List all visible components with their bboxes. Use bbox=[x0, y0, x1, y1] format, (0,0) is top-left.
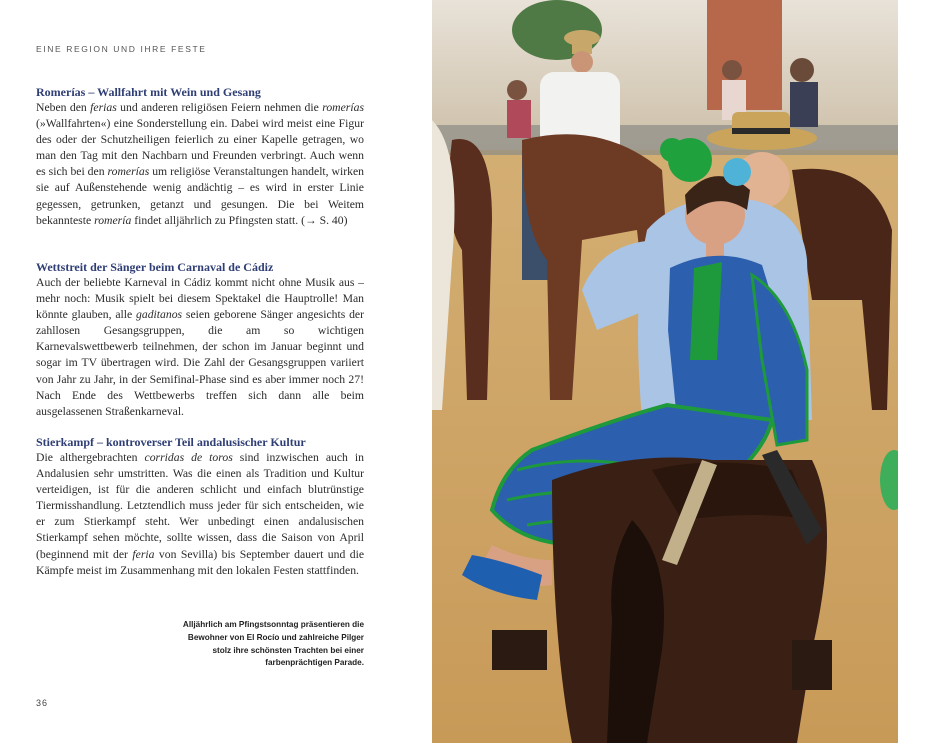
italic-term: gaditanos bbox=[136, 308, 183, 322]
running-head: EINE REGION UND IHRE FESTE bbox=[36, 44, 207, 54]
section-text bbox=[36, 100, 364, 229]
text-run: von Sevilla) bis September dauert und die Kämpfe meist im Zusammenhang mit den lokalen Festen stattfinden. bbox=[36, 547, 365, 577]
text-run: findet alljährlich zu Pfingsten statt. (→ S. 40) bbox=[131, 213, 348, 227]
italic-term: romerías bbox=[107, 165, 150, 179]
italic-term: romería bbox=[94, 213, 132, 227]
section-stierkampf bbox=[36, 434, 364, 579]
left-page bbox=[0, 0, 432, 743]
text-run: Die althergebrachten bbox=[36, 451, 145, 464]
section-carnaval bbox=[36, 259, 364, 420]
text-run: um religiöse Veranstaltungen handelt, wirken sie auf Außenstehende wenig andächtig – es wird in erster Linie gegessen, getrunken, getanzt und gesungen. Die bei Weitem bekannteste bbox=[36, 165, 365, 227]
section-text bbox=[36, 450, 364, 579]
section-text bbox=[36, 275, 364, 420]
text-run: Neben den bbox=[36, 101, 91, 114]
text-run: und anderen religiösen Feiern nehmen die bbox=[116, 101, 323, 114]
festival-photo bbox=[432, 0, 898, 743]
section-romerias bbox=[36, 84, 364, 229]
right-margin bbox=[898, 0, 929, 743]
text-run: (»Wallfahrten«) eine Sonderstellung ein. Dabei wird meist eine Figur des oder der Schutzheiligen feierlich zu einer Kapelle getragen, wo man den Tag mit den Nachbarn und Freunden verbringt. Auch wenn es sich bei den bbox=[36, 117, 364, 179]
italic-term: feria bbox=[132, 547, 155, 561]
italic-term: romerías bbox=[322, 101, 364, 114]
italic-term: corridas de toros bbox=[144, 451, 233, 464]
rider-couple-illustration bbox=[432, 0, 898, 743]
photo-caption: Alljährlich am Pfingstsonntag präsentieren die Bewohner von El Rocío und zahlreiche Pilger stolz ihre schönsten Trachten bei einer farbenprächtigen Parade. bbox=[182, 620, 364, 668]
page-number: 36 bbox=[36, 698, 49, 708]
italic-term: ferias bbox=[90, 101, 117, 114]
text-run: seien geborene Sänger angesichts der zahllosen Gesangsgruppen, die am so wichtigen Karnevalswettbewerb teilnehmen, der schon im Januar beginnt und sogar im TV übertragen wird. Die Zahl der Gesangsgruppen variiert von Jahr zu Jahr, in der Semifinal-Phase sind es aber immer noch 27! Nach Ende des Wettbewerbs treffen sich dann alle beim ausgelassenen Straßenkarneval. bbox=[36, 308, 364, 418]
section-heading: Romerías – Wallfahrt mit Wein und Gesang bbox=[36, 85, 261, 99]
section-heading: Wettstreit der Sänger beim Carnaval de Cádiz bbox=[36, 260, 274, 274]
text-run: sind inzwischen auch in Andalusien sehr umstritten. Was die einen als Tradition und Kultur verteidigen, ist für die anderen schlicht und einfach blutrünstige Tiermisshandlung. Letztendlich muss jeder für sich entscheiden, wie er zum Stierkampf steht. Wer unbedingt einen andalusischen Stierkampf sehen möchte, sollte wissen, dass die Saison von April (beginnend mit der bbox=[36, 451, 364, 561]
section-heading: Stierkampf – kontroverser Teil andalusischer Kultur bbox=[36, 435, 306, 449]
text-run: Auch der beliebte Karneval in Cádiz kommt nicht ohne Musik aus – mehr noch: Musik spielt bei diesem Spektakel die Hauptrolle! Man könnte glauben, alle bbox=[36, 276, 364, 322]
